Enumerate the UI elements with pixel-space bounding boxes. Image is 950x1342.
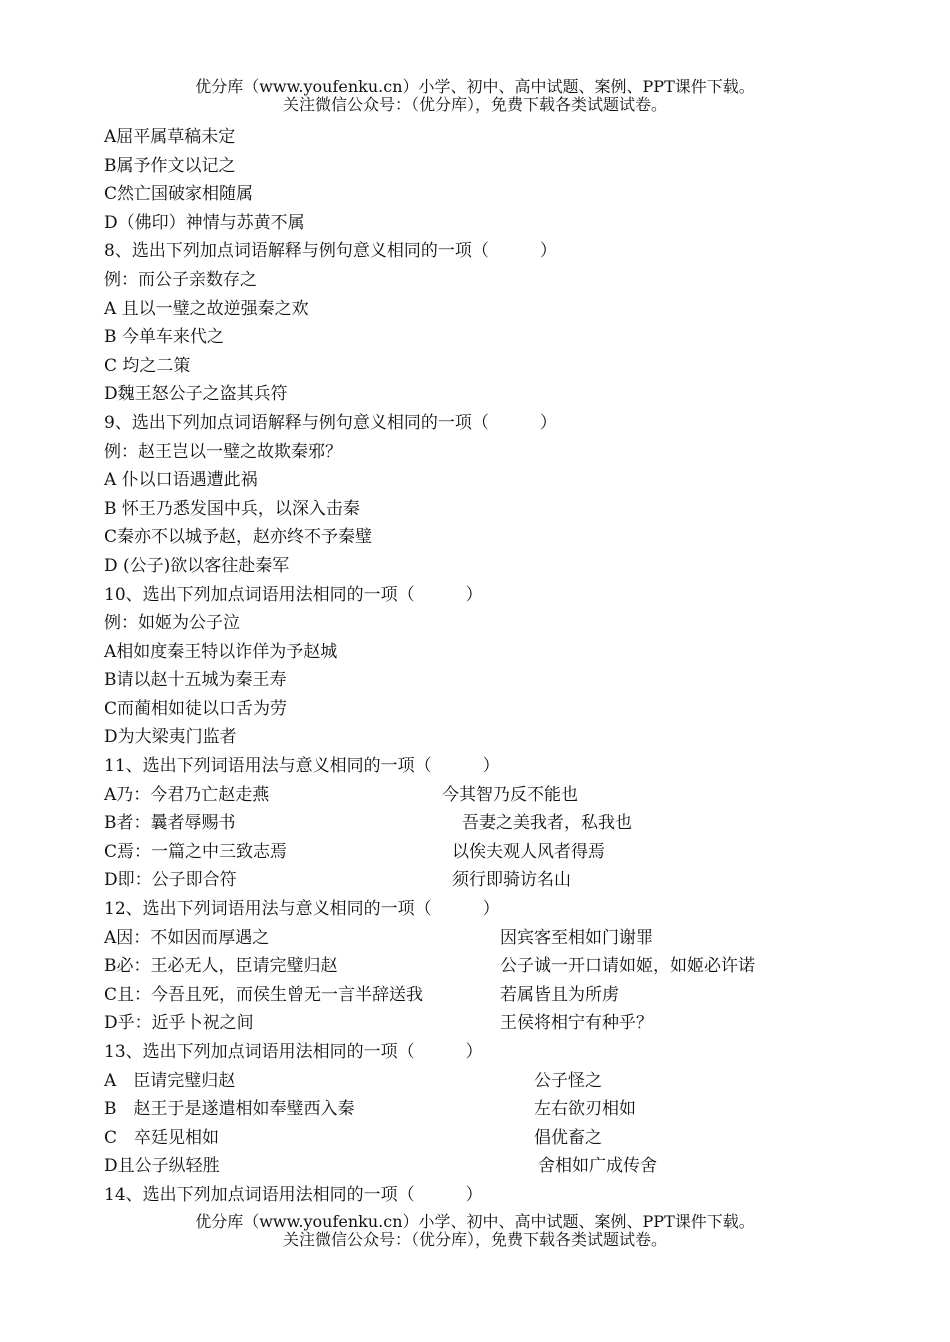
comparison-text: 须行即骑访名山: [452, 870, 571, 891]
comparison-text: 以俟夫观人风者得焉: [452, 841, 605, 862]
text-line: [104, 696, 864, 725]
option-row-paired: [104, 839, 864, 868]
footer-line-1: 优分库（www.youfenku.cn）小学、初中、高中试题、案例、PPT课件下载。: [195, 1212, 755, 1231]
text-line: [104, 524, 864, 553]
text-line: [104, 610, 864, 639]
text-line: [104, 467, 864, 496]
line-text: B属予作文以记之: [104, 155, 236, 176]
line-text: 例：赵王岂以一璧之故欺秦邪？: [104, 441, 342, 462]
text-line: [104, 896, 864, 925]
option-row-paired: [104, 867, 864, 896]
question-list: [104, 124, 864, 1211]
line-text: D (公子)欲以客往赴秦军: [104, 555, 290, 576]
comparison-text: 今其智乃反不能也: [442, 784, 578, 805]
text-line: [104, 238, 864, 267]
comparison-text: 公子怪之: [534, 1070, 602, 1091]
text-line: [104, 124, 864, 153]
footer-line-2: 关注微信公众号：（优分库），免费下载各类试题试卷。: [282, 1230, 667, 1249]
header-line-1: 优分库（www.youfenku.cn）小学、初中、高中试题、案例、PPT课件下载。: [195, 77, 755, 96]
text-line: [104, 582, 864, 611]
line-text: 10、选出下列加点词语用法相同的一项（ ）: [104, 584, 483, 605]
line-text: 12、选出下列词语用法与意义相同的一项（ ）: [104, 899, 500, 920]
line-text: B请以赵十五城为秦王寿: [104, 670, 287, 691]
line-text: B 今单车来代之: [104, 327, 224, 348]
text-line: [104, 753, 864, 782]
option-row-paired: [104, 1010, 864, 1039]
option-row-paired: [104, 953, 864, 982]
line-text: A因：不如因而厚遇之: [104, 927, 270, 948]
comparison-text: 公子诚一开口请如姬，如姬必许诺: [500, 956, 755, 977]
page-footer: [0, 1213, 950, 1249]
line-text: C 卒廷见相如: [104, 1127, 220, 1148]
comparison-text: 若属皆且为所虏: [500, 984, 619, 1005]
comparison-text: 王侯将相宁有种乎？: [500, 1013, 653, 1034]
text-line: [104, 439, 864, 468]
comparison-text: 舍相如广成传舍: [538, 1156, 657, 1177]
line-text: D（佛印）神情与苏黄不属: [104, 212, 305, 233]
text-line: [104, 267, 864, 296]
line-text: 9、选出下列加点词语解释与例句意义相同的一项（ ）: [104, 412, 557, 433]
option-row-paired: [104, 1096, 864, 1125]
comparison-text: 倡优畜之: [534, 1127, 602, 1148]
line-text: A相如度秦王特以诈佯为予赵城: [104, 641, 338, 662]
header-line-2: 关注微信公众号：（优分库），免费下载各类试题试卷。: [282, 95, 667, 114]
text-line: [104, 410, 864, 439]
comparison-text: 吾妻之美我者，私我也: [462, 813, 632, 834]
option-row-paired: [104, 782, 864, 811]
comparison-text: 因宾客至相如门谢罪: [500, 927, 653, 948]
text-line: [104, 667, 864, 696]
text-line: [104, 324, 864, 353]
text-line: [104, 639, 864, 668]
option-row-paired: [104, 810, 864, 839]
text-line: [104, 1039, 864, 1068]
line-text: 11、选出下列词语用法与意义相同的一项（ ）: [104, 756, 500, 777]
line-text: C且：今吾且死，而侯生曾无一言半辞送我: [104, 984, 424, 1005]
comparison-text: 左右欲刃相如: [534, 1099, 636, 1120]
option-row-paired: [104, 1153, 864, 1182]
option-row-paired: [104, 1068, 864, 1097]
line-text: A 仆以口语遇遭此祸: [104, 470, 258, 491]
line-text: 例：而公子亲数存之: [104, 269, 257, 290]
line-text: B者：曩者辱赐书: [104, 813, 236, 834]
line-text: C然亡国破家相随属: [104, 184, 254, 205]
text-line: [104, 724, 864, 753]
line-text: 13、选出下列加点词语用法相同的一项（ ）: [104, 1042, 483, 1062]
line-text: D即：公子即合符: [104, 870, 237, 891]
line-text: B必：王必无人，臣请完璧归赵: [104, 956, 338, 977]
line-text: D为大梁夷门监者: [104, 727, 237, 748]
text-line: [104, 381, 864, 410]
text-line: [104, 1182, 864, 1211]
page-header: [0, 78, 950, 114]
line-text: C秦亦不以城予赵，赵亦终不予秦璧: [104, 527, 373, 548]
line-text: C焉：一篇之中三致志焉: [104, 841, 288, 862]
text-line: [104, 153, 864, 182]
line-text: 例：如姬为公子泣: [104, 613, 240, 634]
line-text: A屈平属草稿未定: [104, 127, 236, 147]
line-text: A乃：今君乃亡赵走燕: [104, 784, 270, 805]
line-text: D乎：近乎卜祝之间: [104, 1013, 254, 1034]
line-text: A 臣请完璧归赵: [104, 1070, 236, 1091]
text-line: [104, 496, 864, 525]
text-line: [104, 553, 864, 582]
line-text: 14、选出下列加点词语用法相同的一项（ ）: [104, 1184, 483, 1205]
text-line: [104, 296, 864, 325]
line-text: B 怀王乃悉发国中兵，以深入击秦: [104, 498, 360, 519]
line-text: 8、选出下列加点词语解释与例句意义相同的一项（ ）: [104, 241, 557, 262]
text-line: [104, 210, 864, 239]
line-text: D魏王怒公子之盗其兵符: [104, 384, 288, 405]
option-row-paired: [104, 925, 864, 954]
text-line: [104, 181, 864, 210]
option-row-paired: [104, 982, 864, 1011]
line-text: C而蔺相如徒以口舌为劳: [104, 698, 288, 719]
line-text: D且公子纵轻胜: [104, 1156, 220, 1177]
line-text: B 赵王于是遂遣相如奉璧西入秦: [104, 1099, 355, 1120]
text-line: [104, 353, 864, 382]
line-text: A 且以一璧之故逆强秦之欢: [104, 298, 309, 319]
line-text: C 均之二策: [104, 355, 191, 376]
option-row-paired: [104, 1125, 864, 1154]
